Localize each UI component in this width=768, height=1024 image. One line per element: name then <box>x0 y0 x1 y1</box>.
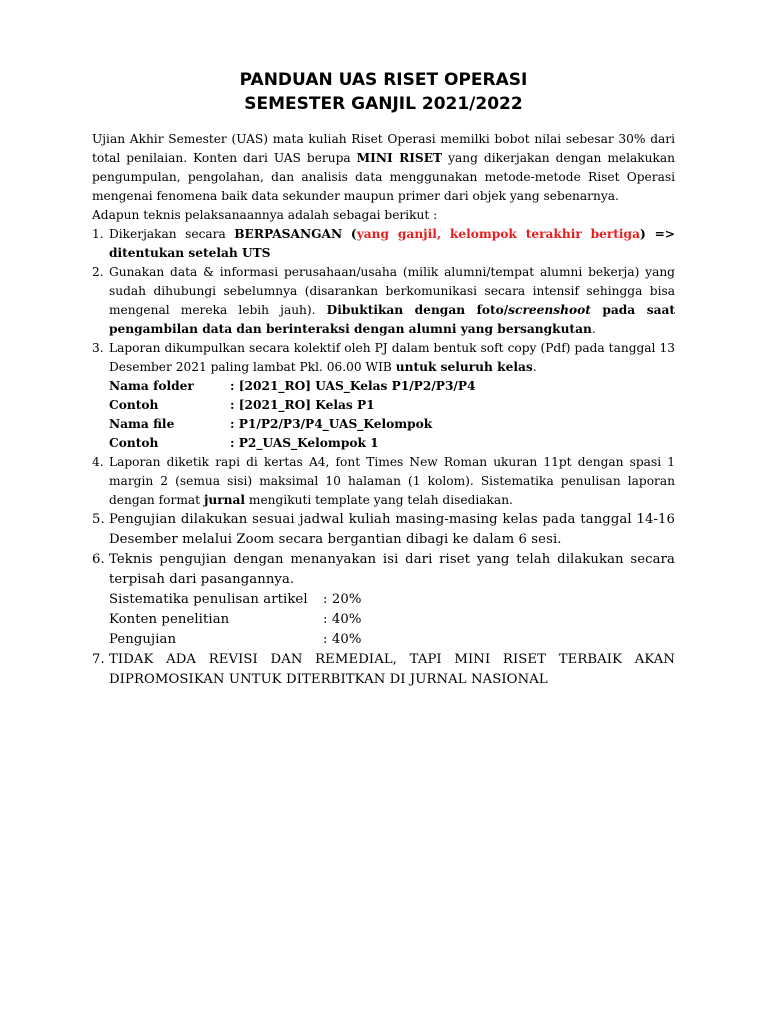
step-number: 3. <box>92 341 104 355</box>
naming-row: Nama folder : [2021_RO] UAS_Kelas P1/P2/P3/P4 <box>109 379 476 393</box>
step-number: 2. <box>92 265 104 279</box>
document-page <box>92 68 675 690</box>
steps-list <box>92 225 675 690</box>
mini-riset-emphasis: MINI RISET <box>356 151 443 165</box>
title-line-2: SEMESTER GANJIL 2021/2022 <box>244 94 523 114</box>
step-item-2: 2. Gunakan data & informasi perusahaan/usaha (milik alumni/tempat alumni bekerja) yang sudah dihubungi sebelumnya (disarankan berkomunikasi secara intensif sehingga bisa mengenal mereka lebih jauh). Dibuktikan dengan foto/screenshoot pada saat pengambilan data dan berinteraksi dengan alumni yang bersangkutan. <box>92 265 675 336</box>
intro-paragraph: Ujian Akhir Semester (UAS) mata kuliah Riset Operasi memilki bobot nilai sebesar 30% dari total penilaian. Konten dari UAS berupa MINI RISET yang dikerjakan dengan melakukan pengumpulan, pengolahan, dan analisis data menggunakan metode-metode Riset Operasi mengenai fenomena baik data sekunder maupun primer dari objek yang sebenarnya. <box>92 132 676 203</box>
naming-row: Nama file : P1/P2/P3/P4_UAS_Kelompok <box>109 417 433 431</box>
step-number: 1. <box>92 227 104 241</box>
highlight-note: yang ganjil, kelompok terakhir bertiga <box>356 227 640 241</box>
step-item-7: 7. TIDAK ADA REVISI DAN REMEDIAL, TAPI MINI RISET TERBAIK AKAN DIPROMOSIKAN UNTUK DITERBITKAN DI JURNAL NASIONAL <box>92 652 675 687</box>
step-item-6: 6. Teknis pengujian dengan menanyakan isi dari riset yang telah dilakukan secara terpisah dari pasangannya. Sistematika penulisan artikel : 20% Konten penelitian : 40% Pengujian : 40% <box>92 550 675 650</box>
step-number: 5. <box>92 512 105 527</box>
naming-row: Contoh : P2_UAS_Kelompok 1 <box>109 436 379 450</box>
score-row: Pengujian : 40% <box>109 632 362 647</box>
step-item-4: 4. Laporan diketik rapi di kertas A4, font Times New Roman ukuran 11pt dengan spasi 1 margin 2 (semua sisi) maksimal 10 halaman (1 kolom). Sistematika penulisan laporan dengan format jurnal mengikuti template yang telah disediakan. <box>92 455 675 507</box>
intro-section <box>92 130 675 225</box>
step-number: 4. <box>92 455 104 469</box>
title-line-1: PANDUAN UAS RISET OPERASI <box>239 70 528 90</box>
step-item-5: 5. Pengujian dilakukan sesuai jadwal kuliah masing-masing kelas pada tanggal 14-16 Desember melalui Zoom secara bergantian dibagi ke dalam 6 sesi. <box>92 512 675 547</box>
intro-lead-in: Adapun teknis pelaksanaannya adalah sebagai berikut : <box>92 208 438 222</box>
step-number: 7. <box>92 652 105 667</box>
score-row: Sistematika penulisan artikel : 20% <box>109 592 362 607</box>
score-row: Konten penelitian : 40% <box>109 612 362 627</box>
step-number: 6. <box>92 552 105 567</box>
document-title <box>92 68 675 116</box>
step-item-1: 1. Dikerjakan secara BERPASANGAN (yang ganjil, kelompok terakhir bertiga) => ditentukan setelah UTS <box>92 227 676 260</box>
naming-row: Contoh : [2021_RO] Kelas P1 <box>109 398 375 412</box>
step-item-3: 3. Laporan dikumpulkan secara kolektif oleh PJ dalam bentuk soft copy (Pdf) pada tanggal 13 Desember 2021 paling lambat Pkl. 06.00 WIB untuk seluruh kelas. Nama folder : [2021_RO] UAS_Kelas P1/P2/P3/P4 Contoh : [2021_RO] Kelas P1 Nama file : P1/P2/P3/P4_UAS_Kelompok Contoh : P2_UAS_Kelompok 1 <box>92 339 675 453</box>
